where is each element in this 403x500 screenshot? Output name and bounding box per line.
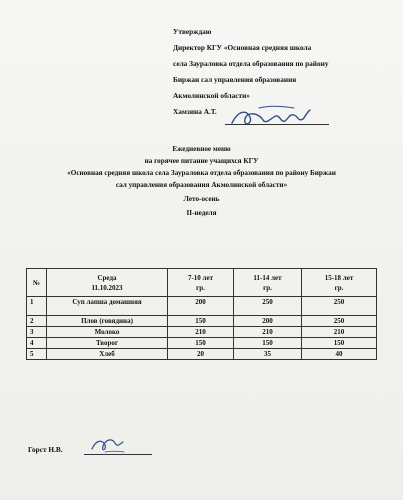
header-age-15-18-label: 15-18 лет — [324, 273, 354, 282]
row-num: 4 — [27, 338, 47, 349]
table-row — [27, 338, 377, 349]
row-dish: Плов (говядина) — [47, 316, 168, 327]
approval-org-line1: села Заураловка отдела образования по району — [173, 59, 329, 68]
row-value-7-10: 210 — [168, 327, 234, 338]
header-age-11-14-unit: гр. — [263, 283, 272, 292]
header-num-label: № — [32, 278, 41, 287]
approval-title: Утверждаю — [173, 27, 212, 36]
approval-director-line: Директор КГУ «Основная средняя школа — [173, 43, 312, 52]
row-value-11-14: 250 — [234, 297, 302, 316]
header-age-15-18 — [302, 269, 377, 297]
row-dish: Молоко — [47, 327, 168, 338]
header-age-7-10 — [168, 269, 234, 297]
row-value-11-14: 150 — [234, 338, 302, 349]
header-age-11-14-label: 11-14 лет — [253, 273, 282, 282]
row-dish: Творог — [47, 338, 168, 349]
footer-signature-line — [84, 454, 152, 455]
menu-org-line2: сал управления образования Акмолинской области» — [115, 181, 288, 189]
row-value-11-14: 210 — [234, 327, 302, 338]
header-age-7-10-label: 7-10 лет — [187, 273, 214, 282]
row-value-7-10: 20 — [168, 349, 234, 360]
table-row — [27, 327, 377, 338]
row-value-11-14: 35 — [234, 349, 302, 360]
director-signature — [228, 103, 313, 133]
row-value-15-18: 150 — [302, 338, 377, 349]
row-num: 3 — [27, 327, 47, 338]
row-value-7-10: 150 — [168, 338, 234, 349]
row-num: 2 — [27, 316, 47, 327]
row-value-15-18: 210 — [302, 327, 377, 338]
approval-director-name: Хамзина А.Т. — [173, 107, 217, 116]
row-value-15-18: 250 — [302, 316, 377, 327]
table-row — [27, 316, 377, 327]
menu-table — [26, 268, 377, 360]
row-value-11-14: 200 — [234, 316, 302, 327]
footer-signature — [88, 434, 128, 456]
approval-org-line2: Биржан сал управления образования — [173, 75, 297, 84]
approval-org-line3: Акмолинской области» — [173, 91, 250, 100]
header-day — [47, 269, 168, 297]
menu-season: Лето-осень — [183, 195, 220, 203]
row-num: 5 — [27, 349, 47, 360]
row-value-15-18: 40 — [302, 349, 377, 360]
header-date-label: 11.10.2023 — [91, 283, 123, 292]
table-row — [27, 297, 377, 316]
table-row — [27, 349, 377, 360]
row-num: 1 — [27, 297, 47, 316]
menu-org-line1: «Основная средняя школа села Заураловка отдела образования по району Биржан — [67, 169, 336, 177]
header-age-7-10-unit: гр. — [196, 283, 205, 292]
table-header-row — [27, 269, 377, 297]
row-value-15-18: 250 — [302, 297, 377, 316]
menu-title: Ежедневное меню — [172, 145, 231, 153]
row-value-7-10: 150 — [168, 316, 234, 327]
row-dish: Хлеб — [47, 349, 168, 360]
menu-week: II-неделя — [186, 209, 217, 217]
header-age-11-14 — [234, 269, 302, 297]
row-dish: Суп лапша домашняя — [47, 297, 168, 316]
header-age-15-18-unit: гр. — [334, 283, 344, 292]
footer-name: Горст Н.В. — [28, 445, 63, 454]
menu-subtitle: на горячее питание учащихся КГУ — [144, 157, 259, 165]
menu-header — [0, 143, 403, 219]
director-signature-line — [225, 124, 329, 125]
header-num — [27, 269, 47, 297]
row-value-7-10: 200 — [168, 297, 234, 316]
header-day-label: Среда — [97, 273, 117, 282]
